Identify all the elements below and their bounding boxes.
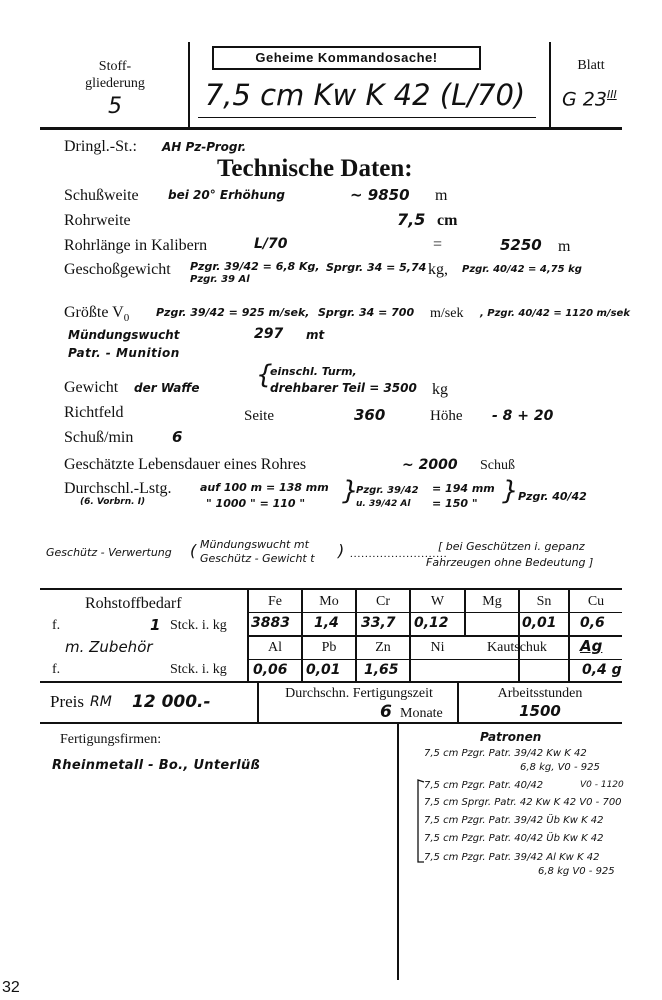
rohrweite-hand: 7,5 (397, 210, 426, 229)
durchschl-hand4b: = 150 " (432, 497, 478, 510)
head2-kautschuk: Kautschuk (487, 640, 547, 655)
table-bottom-rule (40, 681, 622, 683)
table-hline-2 (247, 635, 622, 637)
patrone-5-line1: 7,5 cm Pzgr. Patr. 40/42 Üb Kw K 42 (424, 833, 604, 844)
patrone-1-line2: 6,8 kg, V0 - 925 (520, 762, 600, 773)
schussmin-hand: 6 (172, 428, 183, 446)
head1-cu: Cu (587, 594, 605, 609)
durchschl-brace2: } (502, 476, 519, 506)
rohstoff-row3-unit: Stck. i. kg (170, 662, 227, 677)
verwertung-hand3b: Fahrzeugen ohne Bedeutung ] (426, 556, 594, 569)
table-hline-3 (247, 659, 622, 660)
v0-unit: m/sek (430, 306, 464, 321)
muendung-hand1: Mündungswucht (68, 328, 180, 342)
verwertung-hand1: Geschütz - Verwertung (46, 546, 172, 559)
rohrlaenge-unit: m (558, 238, 571, 255)
rohrlaenge-label: Rohrlänge in Kalibern (64, 237, 208, 254)
val1-cu: 0,6 (580, 615, 605, 631)
preis-vline-2 (457, 682, 459, 723)
gewicht-label: Gewicht (64, 379, 119, 396)
rohstoff-row1-qty: 1 (150, 616, 161, 634)
schussweite-label: Schußweite (64, 187, 139, 204)
durchschl-label: Durchschl.-Lstg. (64, 480, 172, 497)
preis-value: 12 000.- (132, 692, 211, 712)
patrone-2-line1: 7,5 cm Pzgr. Patr. 40/42 (424, 780, 544, 791)
verwertung-paren-open: ( (190, 541, 197, 560)
arbeitsstunden-label: Arbeitsstunden (497, 686, 583, 701)
page-number: 32 (2, 979, 20, 996)
v0-hand2: Sprgr. 34 = 700 (318, 306, 415, 319)
preis-label: Preis (50, 692, 84, 711)
lebensdauer-hand: ~ 2000 (402, 457, 458, 473)
val2-pb: 0,01 (306, 662, 341, 678)
geschossgewicht-hand1: Pzgr. 39/42 = 6,8 Kg, (190, 260, 320, 273)
val1-w: 0,12 (414, 615, 449, 631)
geschossgewicht-hand2: Sprgr. 34 = 5,74 (326, 261, 427, 274)
durchschl-hand3: Pzgr. 39/42 (356, 485, 419, 496)
head1-w: W (430, 594, 445, 609)
patrone-2-line2: V0 - 1120 (580, 780, 624, 790)
richtfeld-label: Richtfeld (64, 404, 124, 421)
title-underline (198, 117, 536, 118)
patronen-bracket (412, 776, 426, 866)
durchschl-hand5: Pzgr. 40/42 (518, 490, 587, 503)
preis-vline-1 (257, 682, 259, 723)
geschossgewicht-hand1b: Pzgr. 39 Al (190, 274, 250, 285)
arbeitsstunden-value: 1500 (519, 702, 561, 720)
rohstoff-row2-hand: m. Zubehör (65, 638, 153, 656)
lebensdauer-unit: Schuß (480, 458, 515, 473)
richtfeld-seite-label: Seite (244, 408, 274, 424)
fertigungszeit-unit: Monate (400, 706, 443, 721)
secret-stamp: Geheime Kommandosache! (212, 46, 481, 70)
head2-zn: Zn (375, 640, 391, 655)
verwertung-dots: .......................... (350, 548, 448, 560)
blatt-value: G $23^{III}$ (562, 88, 617, 111)
geschossgewicht-label: Geschoßgewicht (64, 261, 171, 278)
rohrlaenge-hand1: L/70 (254, 236, 288, 252)
table-top-rule (40, 588, 622, 590)
durchschl-hand3b: u. 39/42 Al (356, 499, 411, 509)
geschossgewicht-unit: kg, (428, 261, 448, 278)
patrone-3-line1: 7,5 cm Sprgr. Patr. 42 Kw K 42 V0 - 700 (424, 797, 622, 808)
header-bottom-rule (40, 127, 622, 130)
head1-sn: Sn (536, 594, 552, 609)
durchschl-sub: (6. Vorbrn. I) (80, 497, 146, 507)
dringl-label: Dringl.-St.: (64, 138, 137, 155)
muendung-hand2: 297 (254, 326, 284, 342)
schussweite-hand1: bei 20° Erhöhung (168, 188, 286, 202)
schussmin-label: Schuß/min (64, 429, 134, 446)
head2-ni: Ni (430, 640, 445, 655)
stoffgliederung-value: 5 (108, 94, 122, 119)
dringl-value: AH Pz-Progr. (162, 140, 247, 154)
rohrlaenge-hand2: 5250 (500, 236, 542, 254)
bottom-vline (397, 724, 399, 980)
rohrweite-label: Rohrweite (64, 212, 131, 229)
rohstoff-row1-f: f. (52, 618, 61, 633)
head1-fe: Fe (268, 594, 282, 609)
muendung-hand3: mt (306, 328, 325, 342)
val2-zn: 1,65 (364, 662, 399, 678)
rohrweite-unit: cm (437, 212, 458, 229)
head2-pb: Pb (321, 640, 337, 655)
lebensdauer-label: Geschätzte Lebensdauer eines Rohres (64, 456, 307, 473)
richtfeld-hoehe-label: Höhe (430, 408, 463, 424)
schussweite-hand2: ~ 9850 (350, 186, 410, 204)
val1-sn: 0,01 (522, 615, 557, 631)
v0-label: Größte $V_0$ (64, 304, 130, 325)
head1-mg: Mg (482, 594, 502, 609)
rohrlaenge-eq: = (433, 236, 443, 253)
head1-mo: Mo (319, 594, 339, 609)
head1-cr: Cr (376, 594, 390, 609)
rohstoff-title: Rohstoffbedarf (85, 595, 182, 612)
richtfeld-seite-value: 360 (354, 406, 386, 424)
durchschl-brace1: } (342, 476, 359, 506)
patr-hand: Patr. - Munition (68, 346, 180, 360)
verwertung-hand2: Mündungswucht mt (200, 538, 309, 551)
fertigungszeit-label: Durchschn. Fertigungszeit (285, 686, 433, 701)
geschossgewicht-hand3: Pzgr. 40/42 = 4,75 kg (462, 264, 582, 275)
patrone-6-line1: 7,5 cm Pzgr. Patr. 39/42 Al Kw K 42 (424, 852, 600, 863)
gewicht-unit: kg (432, 381, 448, 398)
fertigungsfirmen-label: Fertigungsfirmen: (60, 732, 162, 747)
val2-ag: 0,4 g (582, 662, 622, 678)
patrone-1-line1: 7,5 cm Pzgr. Patr. 39/42 Kw K 42 (424, 748, 587, 759)
gewicht-brace: { (256, 360, 273, 390)
patrone-6-line2: 6,8 kg V0 - 925 (538, 866, 615, 877)
verwertung-paren-close: ) (338, 541, 345, 560)
verwertung-hand3: [ bei Geschützen i. gepanz (438, 540, 585, 553)
preis-bottom-rule (40, 722, 622, 724)
val2-al: 0,06 (253, 662, 288, 678)
header-divider-left (188, 42, 190, 128)
patronen-title: Patronen (480, 730, 542, 744)
header-divider-right (549, 42, 551, 128)
head2-ag: Ag (580, 637, 603, 655)
gewicht-hand2: einschl. Turm, (270, 365, 357, 378)
durchschl-hand1: auf 100 m = 138 mm (200, 481, 329, 494)
v0-hand1: Pzgr. 39/42 = 925 m/sek, (156, 306, 310, 319)
rohstoff-row1-unit: Stck. i. kg (170, 618, 227, 633)
section-title: Technische Daten: (217, 155, 413, 182)
preis-currency: RM (90, 694, 112, 710)
schussweite-unit: m (435, 187, 448, 204)
gewicht-hand3: drehbarer Teil = 3500 (270, 381, 417, 395)
durchschl-hand2: " 1000 " = 110 " (206, 497, 306, 510)
head2-al: Al (268, 640, 282, 655)
gewicht-hand1: der Waffe (134, 381, 200, 395)
patrone-4-line1: 7,5 cm Pzgr. Patr. 39/42 Üb Kw K 42 (424, 815, 604, 826)
table-hline-1 (247, 612, 622, 613)
rohstoff-row3-f: f. (52, 662, 61, 677)
stoffgliederung-label: Stoff- gliederung (85, 59, 145, 91)
richtfeld-hoehe-value: - 8 + 20 (492, 408, 554, 424)
val1-cr: 33,7 (361, 615, 396, 631)
document-title: 7,5 cm Kw K 42 (L/70) (204, 78, 526, 112)
v0-hand3: , Pzgr. 40/42 = 1120 m/sek (480, 308, 630, 319)
val1-fe: 3883 (251, 615, 290, 631)
val1-mo: 1,4 (314, 615, 339, 631)
durchschl-hand4: = 194 mm (432, 482, 495, 495)
fertigungsfirmen-value: Rheinmetall - Bo., Unterlüß (52, 758, 261, 773)
blatt-label: Blatt (577, 58, 605, 73)
fertigungszeit-value: 6 (380, 702, 392, 722)
verwertung-hand2b: Geschütz - Gewicht t (200, 552, 315, 565)
